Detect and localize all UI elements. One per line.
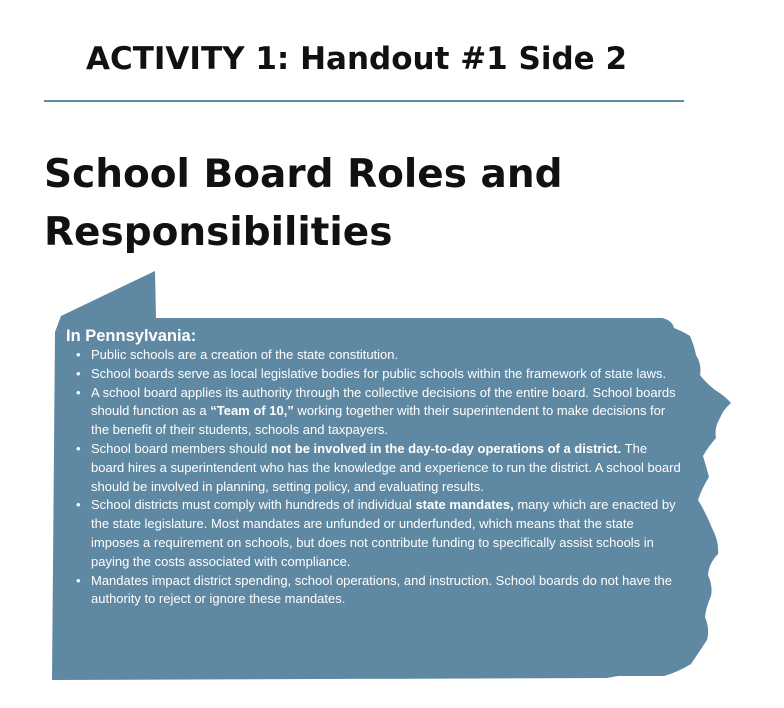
responsibilities-list [66, 346, 681, 609]
list-item [66, 346, 681, 365]
list-item-text: School boards serve as local legislative bodies for public schools within the framework of state laws. [91, 365, 667, 381]
bullet-dot-icon: • [76, 497, 81, 513]
list-item-text: working together with their superintendent to make decisions for the benefit of their students, schools and taxpayers. [91, 403, 666, 438]
list-item-bold-text: not be involved in the day-to-day operations of a district. [270, 440, 622, 456]
list-item [66, 496, 681, 571]
list-item-text: School board members should [91, 440, 271, 456]
bullet-dot-icon: • [76, 572, 81, 588]
list-item [66, 365, 681, 384]
list-item-text: many which are enacted by the state legislature. Most mandates are unfunded or underfunded, which means that the state imposes a requirement on schools, but does not contribute funding to specifically assist schools in paying the costs associated with compliance. [91, 497, 676, 569]
list-item-bold-text: state mandates, [415, 497, 514, 513]
list-item-text: School districts must comply with hundreds of individual [91, 497, 416, 513]
list-item [66, 384, 681, 440]
list-item-text: Public schools are a creation of the state constitution. [91, 347, 399, 362]
list-item-bold-text: “Team of 10,” [210, 403, 294, 419]
pennsylvania-info-panel [66, 326, 681, 609]
page-title-line-1: School Board Roles and [44, 152, 563, 197]
handout-header-title: ACTIVITY 1: Handout #1 Side 2 [86, 41, 628, 77]
bullet-dot-icon: • [76, 365, 81, 381]
bullet-dot-icon: • [76, 347, 81, 362]
list-item-text: A school board applies its authority through the collective decisions of the entire board. School boards should function as a [91, 384, 676, 419]
list-item [66, 440, 681, 496]
list-item-text: Mandates impact district spending, school operations, and instruction. School boards do not have the authority to reject or ignore these mandates. [91, 572, 673, 607]
page-title-line-2: Responsibilities [44, 210, 393, 255]
bullet-dot-icon: • [76, 440, 81, 456]
bullet-dot-icon: • [76, 384, 81, 400]
list-item [66, 572, 681, 610]
list-item-text: The board hires a superintendent who has the knowledge and experience to run the district. A school board should be involved in planning, setting policy, and evaluating results. [91, 440, 681, 494]
panel-heading: In Pennsylvania: [66, 327, 197, 345]
